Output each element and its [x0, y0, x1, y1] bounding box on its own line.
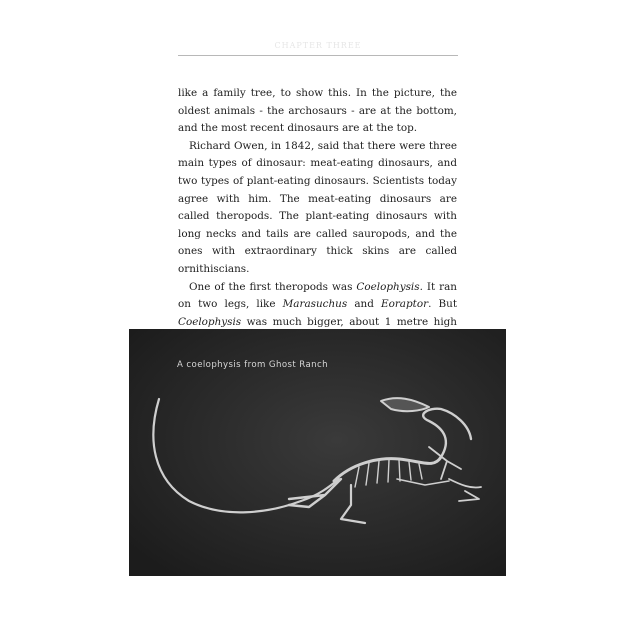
- paragraph-2: [178, 138, 457, 279]
- header-rule: [178, 55, 458, 56]
- paragraph-3-text: and: [347, 298, 381, 311]
- paragraph-1-text: like a family tree, to show this. In the picture, the oldest animals - the archosaurs - are at the bottom, and the most recent dinosaurs are at the top.: [178, 87, 457, 135]
- running-head: CHAPTER THREE: [274, 41, 362, 50]
- paragraph-2-text: Richard Owen, in 1842, said that there were three main types of dinosaur: meat-eating dinosaurs, and two types of plant-eating dinosaurs. Scientists today agree with him. The meat-eating dinosaurs are called theropods. The plant-eating dinosaurs with long necks and tails are called sauropods, and the ones with extraordinary thick skins are called ornithiscians.: [178, 139, 457, 275]
- species-name: Coelophysis: [356, 280, 420, 293]
- figure-caption: A coelophysis from Ghost Ranch: [177, 360, 328, 370]
- species-name: Marasuchus: [282, 298, 348, 311]
- paragraph-3-text: One of the first theropods was: [189, 280, 357, 293]
- paragraph-3-text: . It ran on two legs, like: [178, 280, 457, 311]
- species-name: Coelophysis: [178, 315, 242, 328]
- fossil-photo: [129, 329, 506, 576]
- species-name: Eoraptor: [381, 298, 429, 311]
- paragraph-1: [178, 85, 457, 138]
- paragraph-3-text: . But: [428, 298, 457, 311]
- paragraph-3-text: was much bigger, about 1 metre high: [246, 315, 457, 328]
